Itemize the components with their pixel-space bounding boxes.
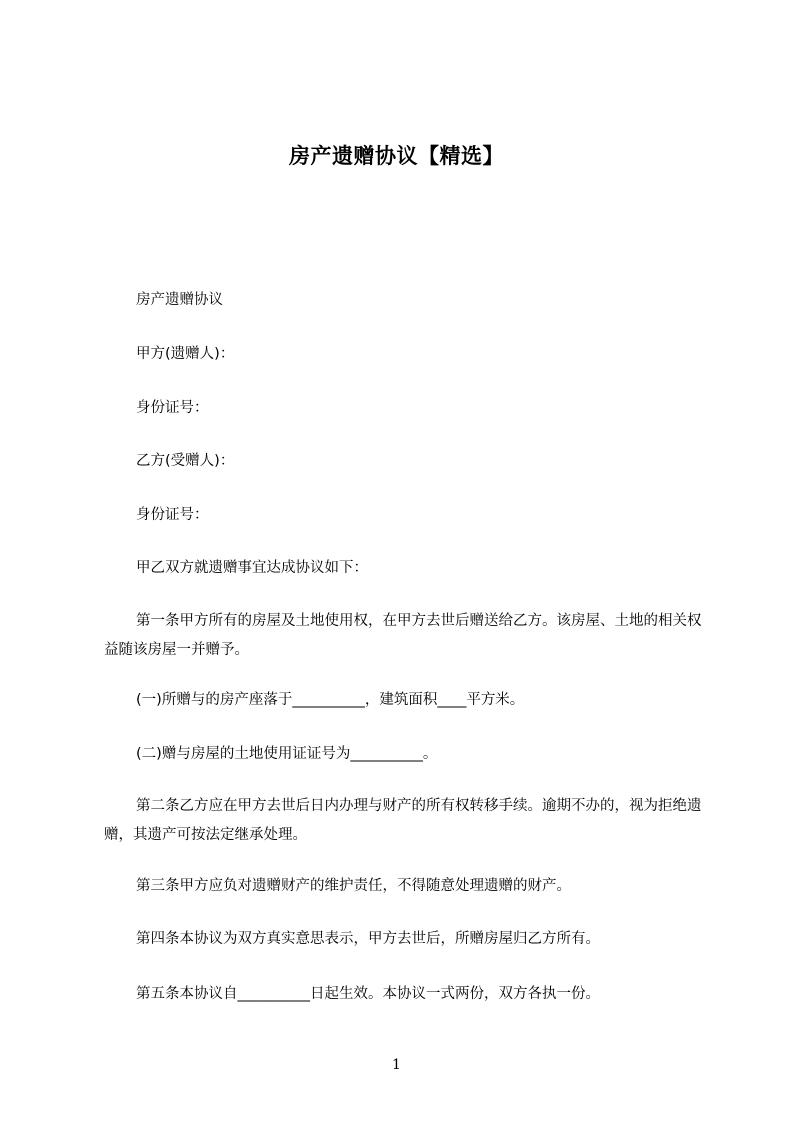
paragraph-article-5: 第五条本协议自__________日起生效。本协议一式两份，双方各执一份。 [136,986,600,1002]
paragraph-agreement-intro: 甲乙双方就遗赠事宜达成协议如下： [136,560,368,576]
paragraph-party-b: 乙方(受赠人)： [136,453,235,469]
paragraph-article-1-item-2: (二)赠与房屋的土地使用证证号为__________。 [136,746,438,762]
paragraph-article-4: 第四条本协议为双方真实意思表示，甲方去世后，所赠房屋归乙方所有。 [136,931,600,947]
page-number: 1 [392,1057,401,1073]
paragraph-party-b-id: 身份证号： [136,507,209,523]
paragraph-party-a: 甲方(遗赠人)： [136,346,235,362]
paragraph-article-1-item-1: (一)所赠与的房产座落于__________，建筑面积____平方米。 [136,692,525,708]
document-title: 房产遗赠协议【精选】 [289,144,504,168]
paragraph-heading: 房产遗赠协议 [136,292,223,308]
paragraph-party-a-id: 身份证号： [136,400,209,416]
paragraph-article-2: 第二条乙方应在甲方去世后日内办理与财产的所有权转移手续。逾期不办的，视为拒绝遗赠，其遗产可按法定继承处理。 [104,798,702,843]
paragraph-article-3: 第三条甲方应负对遗赠财产的维护责任，不得随意处理遗赠的财产。 [136,878,571,894]
paragraph-article-1: 第一条甲方所有的房屋及土地使用权，在甲方去世后赠送给乙方。该房屋、土地的相关权益随该房屋一并赠予。 [104,613,702,658]
